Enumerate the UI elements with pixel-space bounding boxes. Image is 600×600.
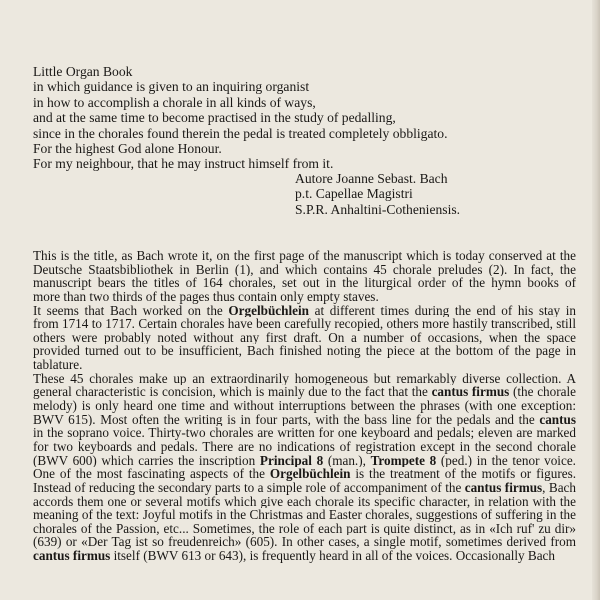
body-text-run: (ped.) in the tenor voice. bbox=[436, 453, 576, 468]
body-text-run: tablature. bbox=[33, 358, 83, 372]
body-text-run: (639) or «Der Tag ist so freudenreich» (605). In other cases, a single motif, sometimes derived from bbox=[33, 535, 576, 550]
body-line bbox=[33, 263, 576, 277]
body-text bbox=[33, 249, 576, 563]
body-line bbox=[33, 508, 576, 522]
body-text-run: is the treatment of the motifs or figures. bbox=[350, 467, 576, 481]
signature-line: Autore Joanne Sebast. Bach bbox=[295, 171, 448, 186]
title-line: and at the same time to become practised in the study of pedalling, bbox=[33, 110, 396, 126]
body-text-run: itself (BWV 613 or 643), is frequently heard in all of the voices. Occasionally Bach bbox=[110, 549, 556, 563]
body-line bbox=[33, 344, 576, 358]
body-text-run: from 1714 to 1717. Certain chorales have been carefully recopied, others more hastily transcribed, still bbox=[33, 317, 576, 331]
body-line bbox=[33, 522, 576, 536]
bold-term: Orgelbüchlein bbox=[228, 303, 309, 318]
body-text-run: melody) is only heard one time and without interruptions between the phrases (with one exception: bbox=[33, 399, 576, 413]
body-line bbox=[33, 317, 576, 331]
body-text-run: others were probably noted without any first draft. On a number of occasions, when the space bbox=[33, 330, 576, 345]
title-line: For my neighbour, that he may instruct himself from it. bbox=[33, 156, 334, 172]
body-line bbox=[33, 549, 576, 563]
signature-block bbox=[295, 171, 460, 217]
body-line bbox=[33, 440, 576, 454]
body-line bbox=[33, 276, 576, 290]
body-line bbox=[33, 413, 576, 427]
body-line bbox=[33, 399, 576, 413]
body-text-run: for two keyboards and pedals. There are no indications of registration except in the second chorale bbox=[33, 439, 576, 454]
body-line bbox=[33, 385, 576, 399]
body-text-run: (man.), bbox=[323, 453, 371, 468]
body-line bbox=[33, 467, 576, 481]
body-line bbox=[33, 249, 576, 263]
body-text-run: chorales of the Passion, etc... Sometimes, the role of each part is quite distinct, as in «Ich ruf' zu dir» bbox=[33, 521, 576, 536]
body-text-run: These 45 chorales make up an extraordinarily homogeneous but remarkably diverse collection. A bbox=[33, 371, 576, 386]
body-text-run: It seems that Bach worked on the bbox=[33, 303, 229, 318]
body-text-run: meaning of the text: Joyful motifs in the Christmas and Easter chorales, suggestions of suffering in the bbox=[33, 508, 576, 522]
body-text-run: One of the most fascinating aspects of the bbox=[33, 467, 270, 481]
page-edge-shadow bbox=[592, 0, 600, 600]
title-line: For the highest God alone Honour. bbox=[33, 141, 222, 157]
body-text-run: manuscript bears the titles of 164 chorales, set out in the liturgical order of the hymn books of bbox=[33, 276, 576, 290]
bold-term: cantus firmus bbox=[431, 385, 510, 400]
body-text-run: This is the title, as Bach wrote it, on the first page of the manuscript which is today conserved at the bbox=[33, 249, 576, 263]
signature-line: S.P.R. Anhaltini-Cotheniensis. bbox=[295, 201, 461, 217]
body-line bbox=[33, 372, 576, 386]
title-line: in how to accomplish a chorale in all kinds of ways, bbox=[33, 94, 316, 110]
body-text-run: (the chorale bbox=[509, 385, 576, 400]
body-text-run: provided turned out to be insufficient, Bach finished noting the piece at the bottom of the page in bbox=[33, 344, 576, 359]
body-text-run: (BWV 600) which carries the inscription bbox=[33, 453, 260, 468]
body-line bbox=[33, 481, 576, 495]
body-text-run: Deutsche Staatsbibliothek in Berlin (1), and which contains 45 chorale preludes (2). In fact, the bbox=[33, 262, 576, 277]
body-line bbox=[33, 358, 576, 372]
body-text-run: BWV 615). Most often the writing is in four parts, with the bass line for the pedals and the bbox=[33, 412, 540, 427]
title-line: in which guidance is given to an inquiring organist bbox=[33, 79, 310, 95]
body-text-run: accords them one or several motifs which give each chorale its specific character, in relation with the bbox=[33, 494, 576, 509]
title-line: since in the chorales found therein the pedal is treated completely obbligato. bbox=[33, 125, 448, 141]
title-block bbox=[33, 64, 447, 172]
bold-term: cantus firmus bbox=[33, 549, 111, 563]
body-text-run: more than two thirds of the pages thus contain only empty staves. bbox=[33, 289, 379, 304]
bold-term: Principal 8 bbox=[259, 453, 324, 468]
body-line bbox=[33, 426, 576, 440]
bold-term: cantus firmus bbox=[464, 480, 543, 495]
body-line bbox=[33, 535, 576, 549]
body-text-run: Instead of reducing the secondary parts to a simple role of accompaniment of the bbox=[33, 480, 465, 495]
body-line bbox=[33, 290, 576, 304]
body-text-run: general characteristic is concision, which is mainly due to the fact that the bbox=[33, 385, 432, 400]
body-line bbox=[33, 454, 576, 468]
title-line: Little Organ Book bbox=[33, 64, 133, 79]
bold-term: Orgelbüchlein bbox=[269, 467, 351, 481]
body-line bbox=[33, 331, 576, 345]
bold-term: Trompete 8 bbox=[370, 453, 437, 468]
body-text-run: , Bach bbox=[542, 480, 576, 495]
signature-line: p.t. Capellae Magistri bbox=[295, 186, 413, 202]
body-line bbox=[33, 304, 576, 318]
body-text-run: in the soprano voice. Thirty-two chorales are written for one keyboard and pedals; eleven are marked bbox=[33, 426, 576, 440]
bold-term: cantus bbox=[539, 412, 576, 427]
body-text-run: at different times during the end of his stay in bbox=[314, 303, 576, 318]
body-line bbox=[33, 495, 576, 509]
